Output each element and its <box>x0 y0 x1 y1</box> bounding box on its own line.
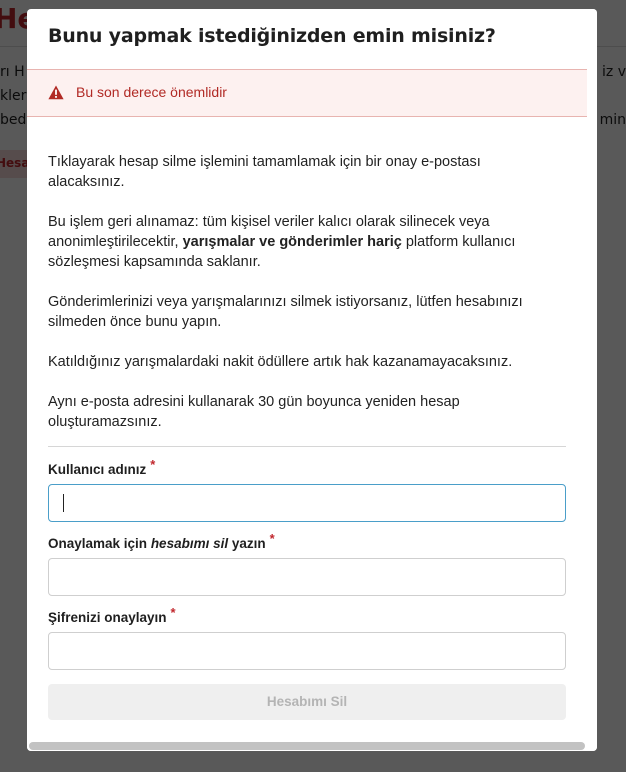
delete-account-button[interactable]: Hesabımı Sil <box>48 684 566 720</box>
confirm-phrase-label: Onaylamak için hesabımı sil yazın * <box>48 531 275 551</box>
confirm-phrase-input[interactable] <box>48 558 566 596</box>
password-input[interactable] <box>48 632 566 670</box>
info-paragraph: Aynı e-posta adresini kullanarak 30 gün boyunca yeniden hesap oluşturamazsınız. <box>48 394 460 430</box>
modal-title: Bunu yapmak istediğinizden emin misiniz? <box>48 25 496 47</box>
delete-account-modal <box>27 9 597 751</box>
warning-alert <box>27 69 588 117</box>
info-paragraph: Katıldığınız yarışmalardaki nakit ödüllere artık hak kazanamayacaksınız. <box>48 354 513 370</box>
username-input[interactable] <box>48 484 566 522</box>
required-mark: * <box>170 605 176 620</box>
vertical-scroll-track <box>587 9 597 751</box>
alert-text: Bu son derece önemlidir <box>76 84 227 100</box>
divider <box>48 446 566 447</box>
scrollbar-thumb[interactable] <box>29 742 585 750</box>
horizontal-scrollbar[interactable] <box>27 741 587 751</box>
info-paragraph: Tıklayarak hesap silme işlemini tamamlamak için bir onay e-postası alacaksınız. <box>48 154 481 190</box>
emphasis-text: yarışmalar ve gönderimler hariç <box>182 234 402 250</box>
username-label: Kullanıcı adınız * <box>48 457 156 477</box>
text-caret <box>63 494 64 512</box>
info-paragraph: Bu işlem geri alınamaz: tüm kişisel veriler kalıcı olarak silinecek veya anonimleştirilecektir, yarışmalar ve gönderimler hariç platform kullanıcı sözleşmesi kapsamında saklanır. <box>48 214 516 270</box>
info-paragraph: Gönderimlerinizi veya yarışmalarınızı silmek istiyorsanız, lütfen hesabınızı silmeden önce bunu yapın. <box>48 294 523 330</box>
password-label: Şifrenizi onaylayın * <box>48 605 176 625</box>
warning-icon <box>48 85 64 100</box>
required-mark: * <box>269 531 275 546</box>
required-mark: * <box>150 457 156 472</box>
